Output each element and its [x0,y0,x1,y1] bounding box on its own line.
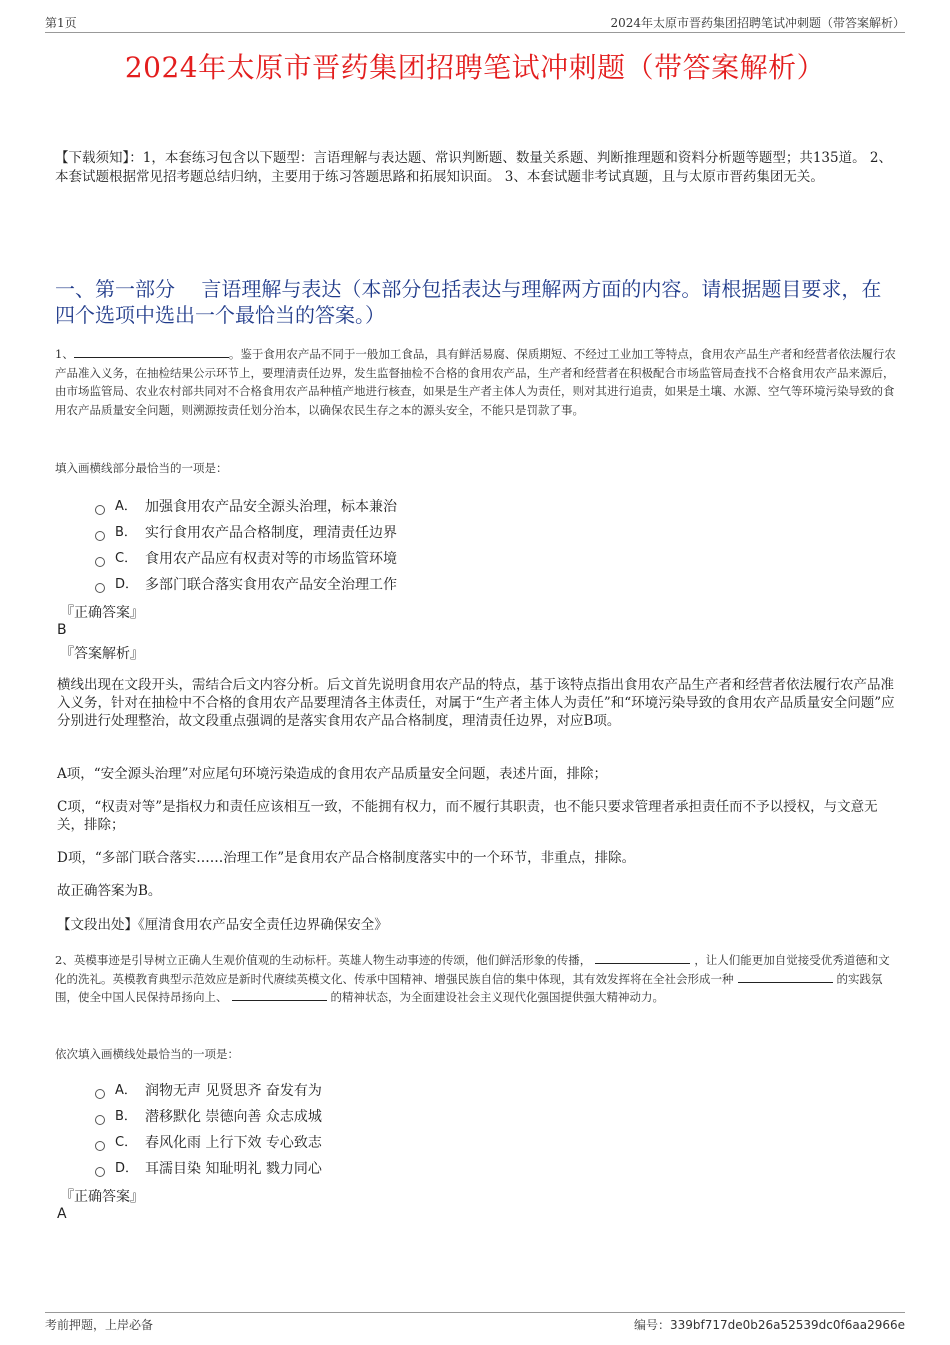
option-c[interactable]: C． 春风化雨 上行下效 专心致志 [95,1130,322,1156]
question-2-options [95,1078,322,1182]
section-title: 一、第一部分 言语理解与表达（本部分包括表达与理解两方面的内容。请根据题目要求，在四个选项中选出一个最恰当的答案。） [55,277,882,327]
analysis-paragraph: C项，“权责对等”是指权力和责任应该相互一致，不能拥有权力，而不履行其职责，也不能只要求管理者承担责任而不予以授权，与文意无关，排除； [57,799,878,833]
option-b[interactable]: B． 潜移默化 崇德向善 众志成城 [95,1104,322,1130]
option-d[interactable]: D． 多部门联合落实食用农产品安全治理工作 [95,572,397,598]
question-1-number: 1、 [55,347,74,361]
question-1-body: 。鉴于食用农产品不同于一般加工食品，具有鲜活易腐、保质期短、不经过工业加工等特点，食用农产品生产者和经营者依法履行农产品准入义务，在抽检结果公示环节上，要理清责任边界，发生监督抽检不合格的食用农产品，生产者和经营者在积极配合市场监管局查找不合格食用农产品来源后，由市场监管局、农业农村部共同对不合格食用农产品种植产地进行核查，如果是生产者主体人为责任，则对其进行追责，如果是土壤、水源、空气等环境污染导致的食用农产品质量安全问题，则溯源按责任划分治本，以确保农民生存之本的源头安全，不能只是罚款了事。 [55,347,896,417]
analysis-paragraph: D项，“多部门联合落实……治理工作”是食用农产品合格制度落实中的一个环节，非重点，排除。 [57,850,636,866]
radio-icon[interactable] [95,583,105,593]
page-header [45,14,905,33]
document-code: 编号：339bf717de0b26a52539dc0f6aa2966e [633,1318,905,1332]
page-number: 第1页 [45,16,77,30]
answer-value: B [57,622,67,638]
question-1-options [95,494,397,598]
option-c[interactable]: C． 食用农产品应有权责对等的市场监管环境 [95,546,397,572]
question-1-prompt: 填入画横线部分最恰当的一项是： [55,461,228,475]
option-a[interactable]: A． 润物无声 见贤思齐 奋发有为 [95,1078,322,1104]
question-1-text [55,345,900,419]
answer-label: 『正确答案』 [60,1189,144,1205]
download-notice: 【下载须知】：1，本套练习包含以下题型：言语理解与表达题、常识判断题、数量关系题、判断推理题和资料分析题等题型；共135道。 2、本套试题根据常见招考题总结归纳，主要用于练习答题思路和拓展知识面。 3、本套试题非考试真题，且与太原市晋药集团无关。 [55,150,892,185]
header-doc-title: 2024年太原市晋药集团招聘笔试冲刺题（带答案解析） [610,16,905,30]
radio-icon[interactable] [95,1141,105,1151]
analysis-paragraph: 横线出现在文段开头，需结合后文内容分析。后文首先说明食用农产品的特点，基于该特点指出食用农产品生产者和经营者依法履行农产品准入义务，针对在抽检中不合格的食用农产品要理清各主体责任，对属于“生产者主体人为责任”和“环境污染导致的食用农产品质量安全问题”应分别进行处理整治，故文段重点强调的是落实食用农产品合格制度，理清责任边界，对应B项。 [57,677,895,729]
radio-icon[interactable] [95,1115,105,1125]
page-footer [45,1312,905,1333]
question-2-blank [595,952,690,964]
question-1-blank [74,346,229,358]
answer-label: 『正确答案』 [60,605,144,621]
footer-slogan: 考前押题，上岸必备 [45,1318,154,1332]
radio-icon[interactable] [95,1089,105,1099]
option-d[interactable]: D． 耳濡目染 知耻明礼 戮力同心 [95,1156,322,1182]
radio-icon[interactable] [95,531,105,541]
option-a[interactable]: A． 加强食用农产品安全源头治理，标本兼治 [95,494,397,520]
analysis-paragraph: A项，“安全源头治理”对应尾句环境污染造成的食用农产品质量安全问题，表述片面，排除； [57,766,608,782]
answer-value: A [57,1206,67,1222]
radio-icon[interactable] [95,557,105,567]
question-2-blank [738,971,833,983]
radio-icon[interactable] [95,505,105,515]
question-2-prompt: 依次填入画横线处最恰当的一项是： [55,1047,239,1061]
page-title: 2024年太原市晋药集团招聘笔试冲刺题（带答案解析） [124,51,826,84]
option-b[interactable]: B． 实行食用农产品合格制度，理清责任边界 [95,520,397,546]
analysis-paragraph: 故正确答案为B。 [57,883,162,899]
question-2-blank [232,989,327,1001]
source-note: 【文段出处】《厘清食用农产品安全责任边界确保安全》 [57,917,388,933]
analysis-label: 『答案解析』 [60,646,144,662]
question-2-text: 2、英模事迹是引导树立正确人生观价值观的生动标杆。英雄人物生动事迹的传颂，他们鲜活形象的传播， ，让人们能更加自觉接受优秀道德和文化的洗礼。英模教育典型示范效应是新时代赓续英模文化、传承中国精神、增强民族自信的集中体现，其有效发挥将在全社会形成一种 的实践氛围，使全中国人民保持昂扬向上、 的精神状态，为全面建设社会主义现代化强国提供强大精神动力。 [55,953,890,1004]
radio-icon[interactable] [95,1167,105,1177]
